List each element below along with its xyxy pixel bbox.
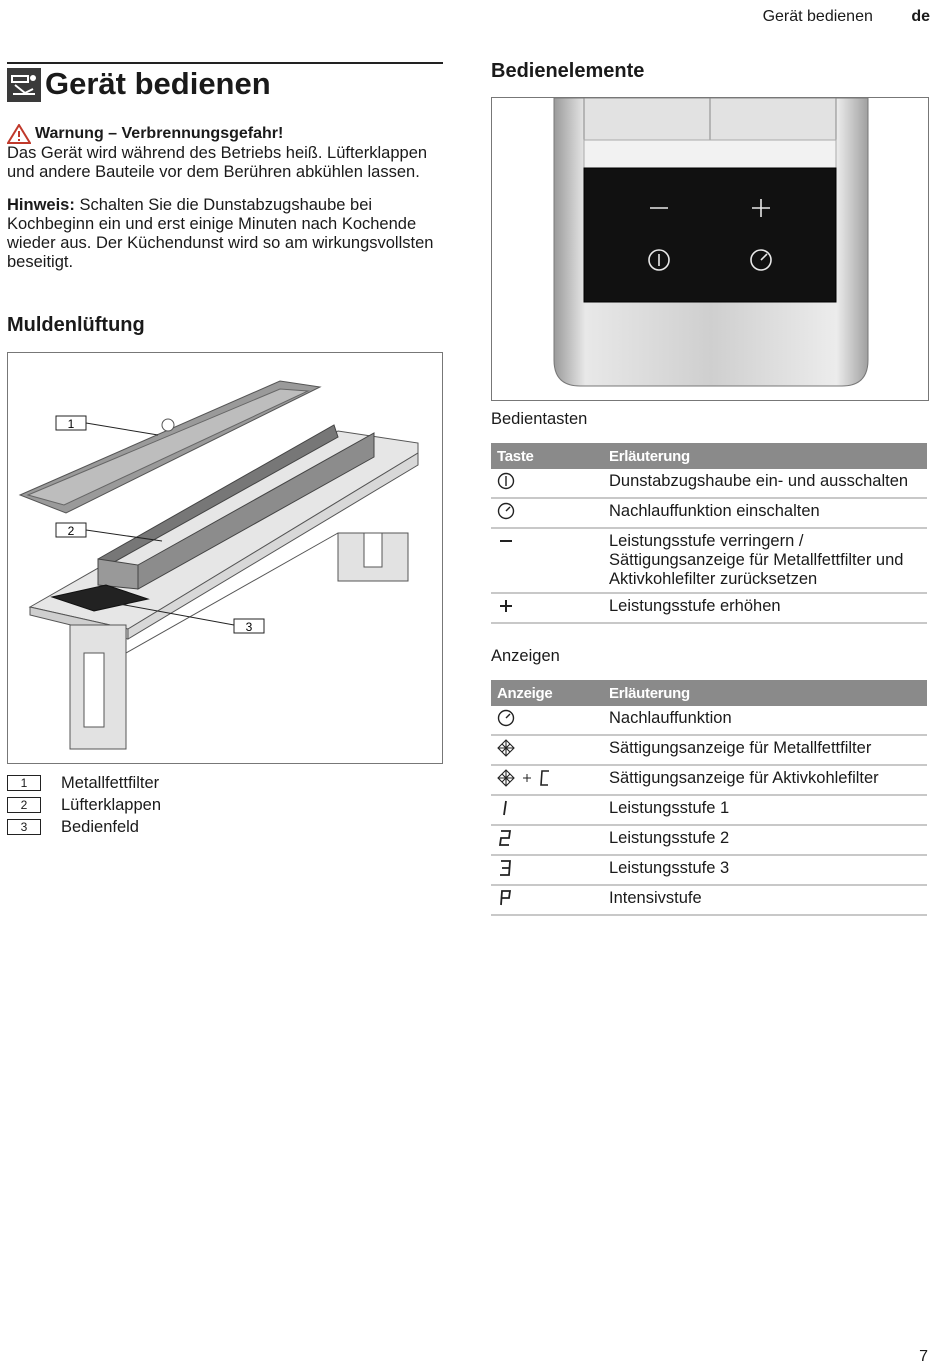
digit-p-icon <box>491 885 603 915</box>
warning-title: Warnung – Verbrennungsgefahr! <box>35 125 284 142</box>
legend-label: Metallfettfilter <box>61 773 160 792</box>
table-cell: Leistungsstufe 1 <box>603 795 927 825</box>
svg-text:3: 3 <box>245 620 253 634</box>
table-row <box>491 735 927 765</box>
hint-text: Schalten Sie die Dunstabzugshaube bei Kochbeginn ein und erst einige Minuten nach Kochende wieder aus. Der Küchendunst wird so am wirkungsvollsten beseitigt. <box>7 196 434 271</box>
callout-1 <box>56 416 158 435</box>
intro-column <box>7 62 443 272</box>
warning-text: Das Gerät wird während des Betriebs heiß. Lüfterklappen und andere Bauteile vor dem Berühren abkühlen lassen. <box>7 144 428 181</box>
plus-icon <box>491 593 603 623</box>
header-section: Gerät bedienen <box>762 8 873 25</box>
on-off-icon <box>491 469 603 498</box>
control-panel-illustration <box>491 97 929 401</box>
svg-text:1: 1 <box>67 417 75 431</box>
table-row <box>491 593 927 623</box>
digit-2-icon <box>491 825 603 855</box>
table-cell: Leistungsstufe 3 <box>603 855 927 885</box>
hint-label: Hinweis: <box>7 196 75 214</box>
table-cell: Intensivstufe <box>603 885 927 915</box>
table-cell: Leistungsstufe verringern / Sättigungsanzeige für Metallfettfilter und Aktivkohlefilter zurücksetzen <box>603 528 927 593</box>
bedienelemente-heading: Bedienelemente <box>491 60 645 82</box>
legend-number: 1 <box>7 775 41 791</box>
buttons-table <box>491 443 927 624</box>
table-row <box>491 795 927 825</box>
control-panel-drawing <box>492 98 928 400</box>
table-row <box>491 528 927 593</box>
legend-item <box>7 794 161 816</box>
legend-item <box>7 772 161 794</box>
table-row <box>491 855 927 885</box>
grease-filter-plus-c-icon <box>491 765 603 795</box>
warning-triangle-icon <box>7 124 31 144</box>
table-cell: Sättigungsanzeige für Aktivkohlefilter <box>603 765 927 795</box>
table-cell: Nachlauffunktion <box>603 706 927 735</box>
operate-appliance-icon <box>7 68 41 102</box>
legend-number: 3 <box>7 819 41 835</box>
table-cell: Nachlauffunktion einschalten <box>603 498 927 528</box>
column-header: Erläuterung <box>603 680 927 706</box>
table-row <box>491 885 927 915</box>
table-row <box>491 498 927 528</box>
header-language: de <box>911 8 930 25</box>
figure-legend <box>7 772 161 838</box>
title-row <box>7 62 443 102</box>
hint-paragraph <box>7 196 443 272</box>
running-header <box>763 8 930 26</box>
column-header: Taste <box>491 443 603 469</box>
page-title: Gerät bedienen <box>45 66 271 101</box>
column-header: Anzeige <box>491 680 603 706</box>
downdraft-drawing <box>8 353 442 763</box>
mulden-heading: Muldenlüftung <box>7 314 145 336</box>
table-row <box>491 765 927 795</box>
table-row <box>491 825 927 855</box>
svg-text:2: 2 <box>67 524 75 538</box>
column-header: Erläuterung <box>603 443 927 469</box>
table-cell: Leistungsstufe erhöhen <box>603 593 927 623</box>
table-cell: Leistungsstufe 2 <box>603 825 927 855</box>
legend-label: Lüfterklappen <box>61 795 161 814</box>
page-number: 7 <box>919 1348 928 1365</box>
legend-number: 2 <box>7 797 41 813</box>
table-row <box>491 706 927 735</box>
timer-icon <box>491 706 603 735</box>
downdraft-illustration <box>7 352 443 764</box>
table-cell: Sättigungsanzeige für Metallfettfilter <box>603 735 927 765</box>
legend-item <box>7 816 161 838</box>
table-row <box>491 469 927 498</box>
timer-icon <box>491 498 603 528</box>
digit-3-icon <box>491 855 603 885</box>
grease-filter-icon <box>491 735 603 765</box>
anzeigen-caption: Anzeigen <box>491 647 560 665</box>
bedientasten-caption: Bedientasten <box>491 410 588 428</box>
warning-heading <box>7 124 443 144</box>
minus-icon <box>491 528 603 593</box>
table-cell: Dunstabzugshaube ein- und ausschalten <box>603 469 927 498</box>
digit-1-icon <box>491 795 603 825</box>
legend-label: Bedienfeld <box>61 817 139 836</box>
displays-table <box>491 680 927 916</box>
